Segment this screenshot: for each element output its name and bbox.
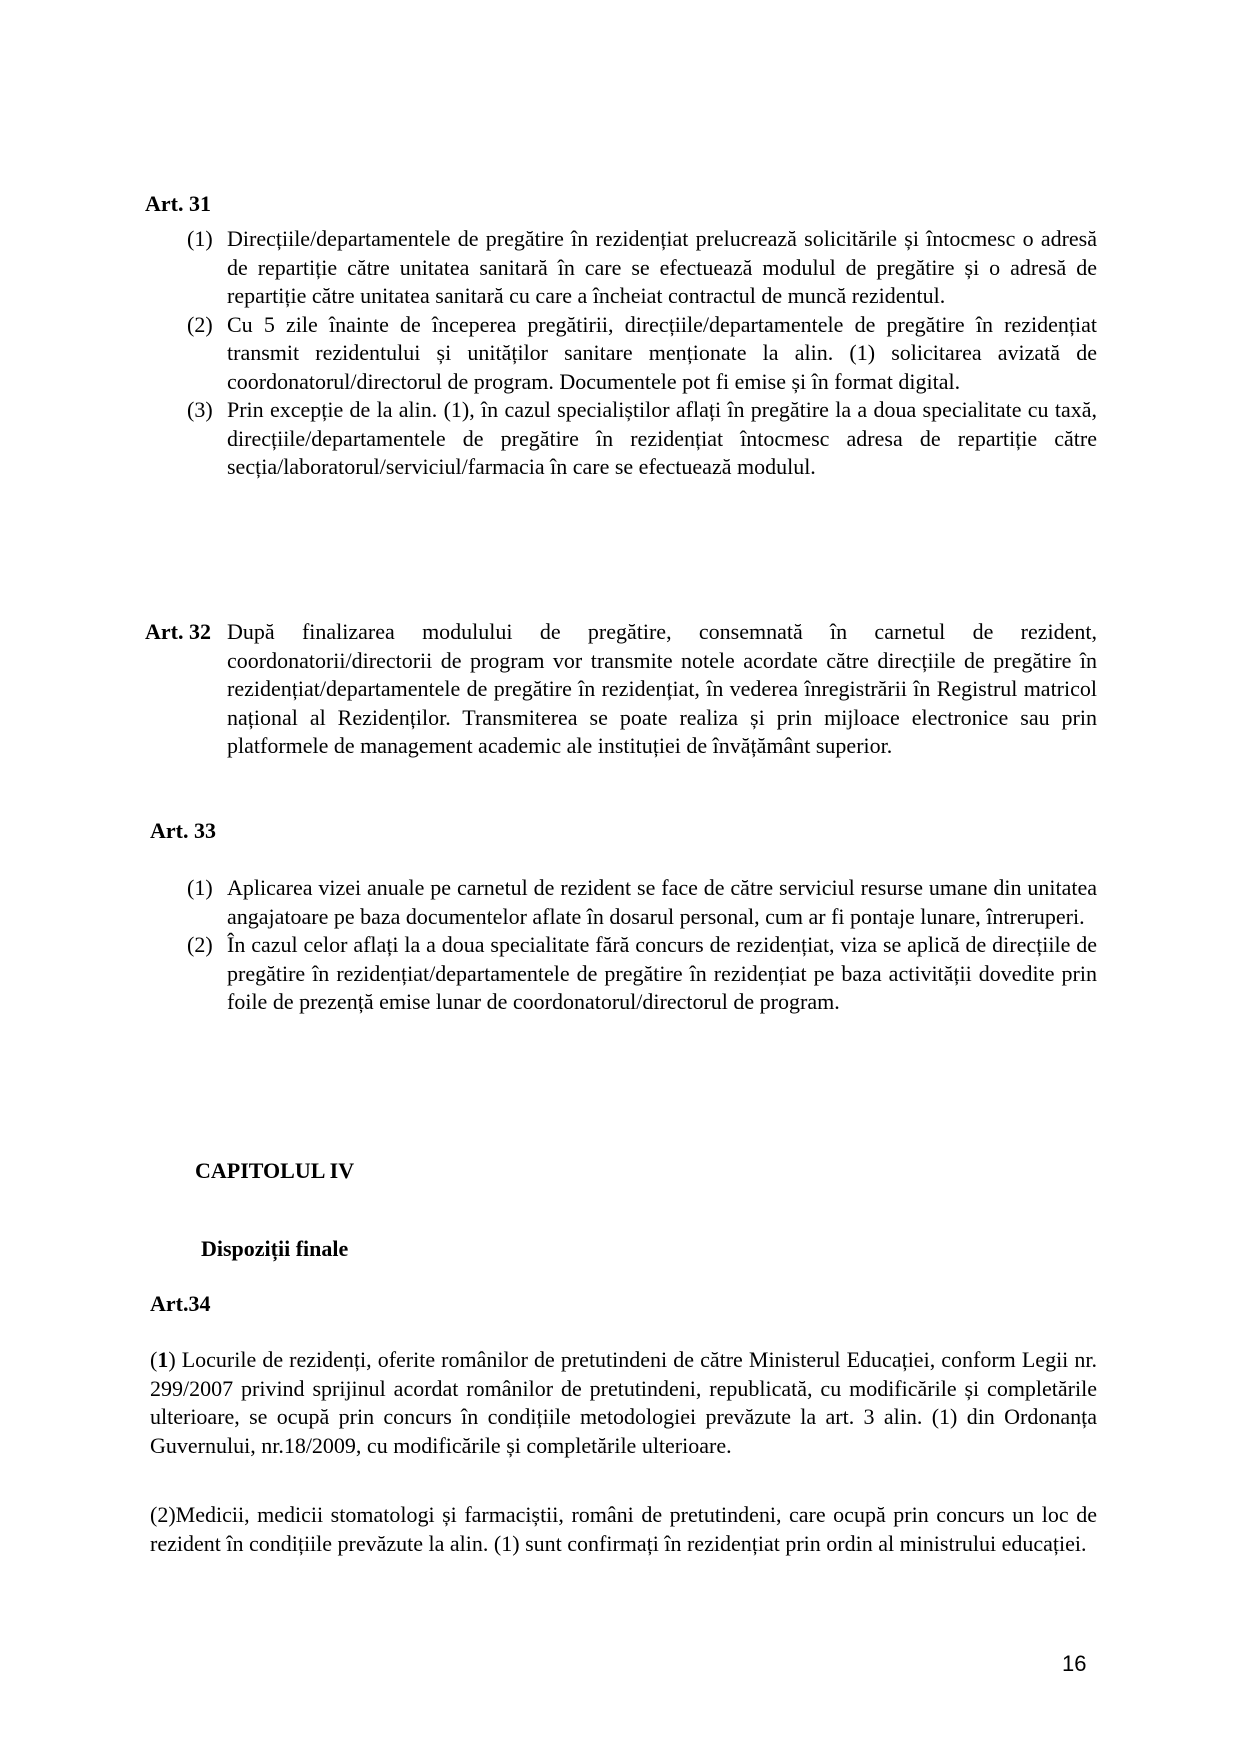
- paragraph-text: ) Locurile de rezidenți, oferite românilor de pretutindeni de către Ministerul Educației, conform Legii nr. 299/2007 privind sprijinul acordat românilor de pretutindeni, republicată, cu modificările și completările ulterioare, se ocupă prin concurs în condițiile metodologiei prevăzute la art. 3 alin. (1) din Ordonanța Guvernului, nr.18/2009, cu modificările și completările ulterioare.: [150, 1347, 1097, 1458]
- art-33-item-1: [187, 874, 1097, 931]
- paragraph-number: 1: [157, 1347, 169, 1372]
- item-text: Direcțiile/departamentele de pregătire în rezidențiat prelucrează solicitările și întocmesc o adresă de repartiție către unitatea sanitară în care se efectuează modulul de pregătire și o adresă de repartiție către unitatea sanitară cu care a încheiat contractul de muncă rezidentul.: [227, 226, 1097, 308]
- item-number: (3): [187, 397, 213, 422]
- art-31-item-3: [187, 396, 1097, 482]
- art-34-paragraph-2: (2)Medicii, medicii stomatologi și farmaciștii, români de pretutindeni, care ocupă prin concurs un loc de rezident în condițiile prevăzute la alin. (1) sunt confirmați în rezidențiat prin ordin al ministrului educației.: [150, 1502, 1097, 1556]
- chapter-title: CAPITOLUL IV: [195, 1158, 355, 1183]
- item-text: Prin excepție de la alin. (1), în cazul specialiștilor aflați în pregătire la a doua specialitate cu taxă, direcțiile/departamentele de pregătire în rezidențiat întocmesc adresa de repartiție către secția/laboratorul/serviciul/farmacia în care se efectuează modulul.: [227, 397, 1097, 479]
- art-32-heading: Art. 32: [145, 619, 211, 644]
- art-33-items: [187, 874, 1097, 1017]
- art-33-heading: Art. 33: [150, 818, 216, 843]
- item-number: (1): [187, 875, 213, 900]
- item-number: (1): [187, 226, 213, 251]
- art-31-item-1: [187, 225, 1097, 311]
- item-text: Cu 5 zile înainte de începerea pregătirii, direcțiile/departamentele de pregătire în rezidențiat transmit rezidentului și unităților sanitare menționate la alin. (1) solicitarea avizată de coordonatorul/directorul de program. Documentele pot fi emise și în format digital.: [227, 311, 1097, 394]
- paragraph-open-paren: (: [150, 1347, 158, 1372]
- art-34-paragraph-1: [150, 1346, 1097, 1460]
- art-31-items: [187, 225, 1097, 482]
- art-31-heading: Art. 31: [145, 191, 211, 216]
- item-number: (2): [187, 311, 213, 337]
- art-31-item-2: [187, 311, 1097, 397]
- chapter-subtitle: Dispoziții finale: [201, 1236, 349, 1261]
- art-34-heading: Art.34: [150, 1291, 211, 1316]
- art-32-text: După finalizarea modulului de pregătire, consemnată în carnetul de rezident, coordonatorii/directorii de program vor transmite notele acordate către direcțiile de pregătire în rezidențiat/departamentele de pregătire în rezidențiat, în vederea înregistrării în Registrul matricol național al Rezidenților. Transmiterea se poate realiza și prin mijloace electronice sau prin platformele de management academic ale instituției de învățământ superior.: [227, 619, 1097, 758]
- item-text: Aplicarea vizei anuale pe carnetul de rezident se face de către serviciul resurse umane din unitatea angajatoare pe baza documentelor aflate în dosarul personal, cum ar fi pontaje lunare, întreruperi.: [227, 875, 1097, 929]
- item-text: În cazul celor aflați la a doua specialitate fără concurs de rezidențiat, viza se aplică de direcțiile de pregătire în rezidențiat/departamentele de pregătire în rezidențiat pe baza activității dovedite prin foile de prezență emise lunar de coordonatorul/directorul de program.: [227, 932, 1097, 1014]
- page-number: 16: [1062, 1651, 1087, 1676]
- art-33-item-2: [187, 931, 1097, 1017]
- item-number: (2): [187, 932, 213, 957]
